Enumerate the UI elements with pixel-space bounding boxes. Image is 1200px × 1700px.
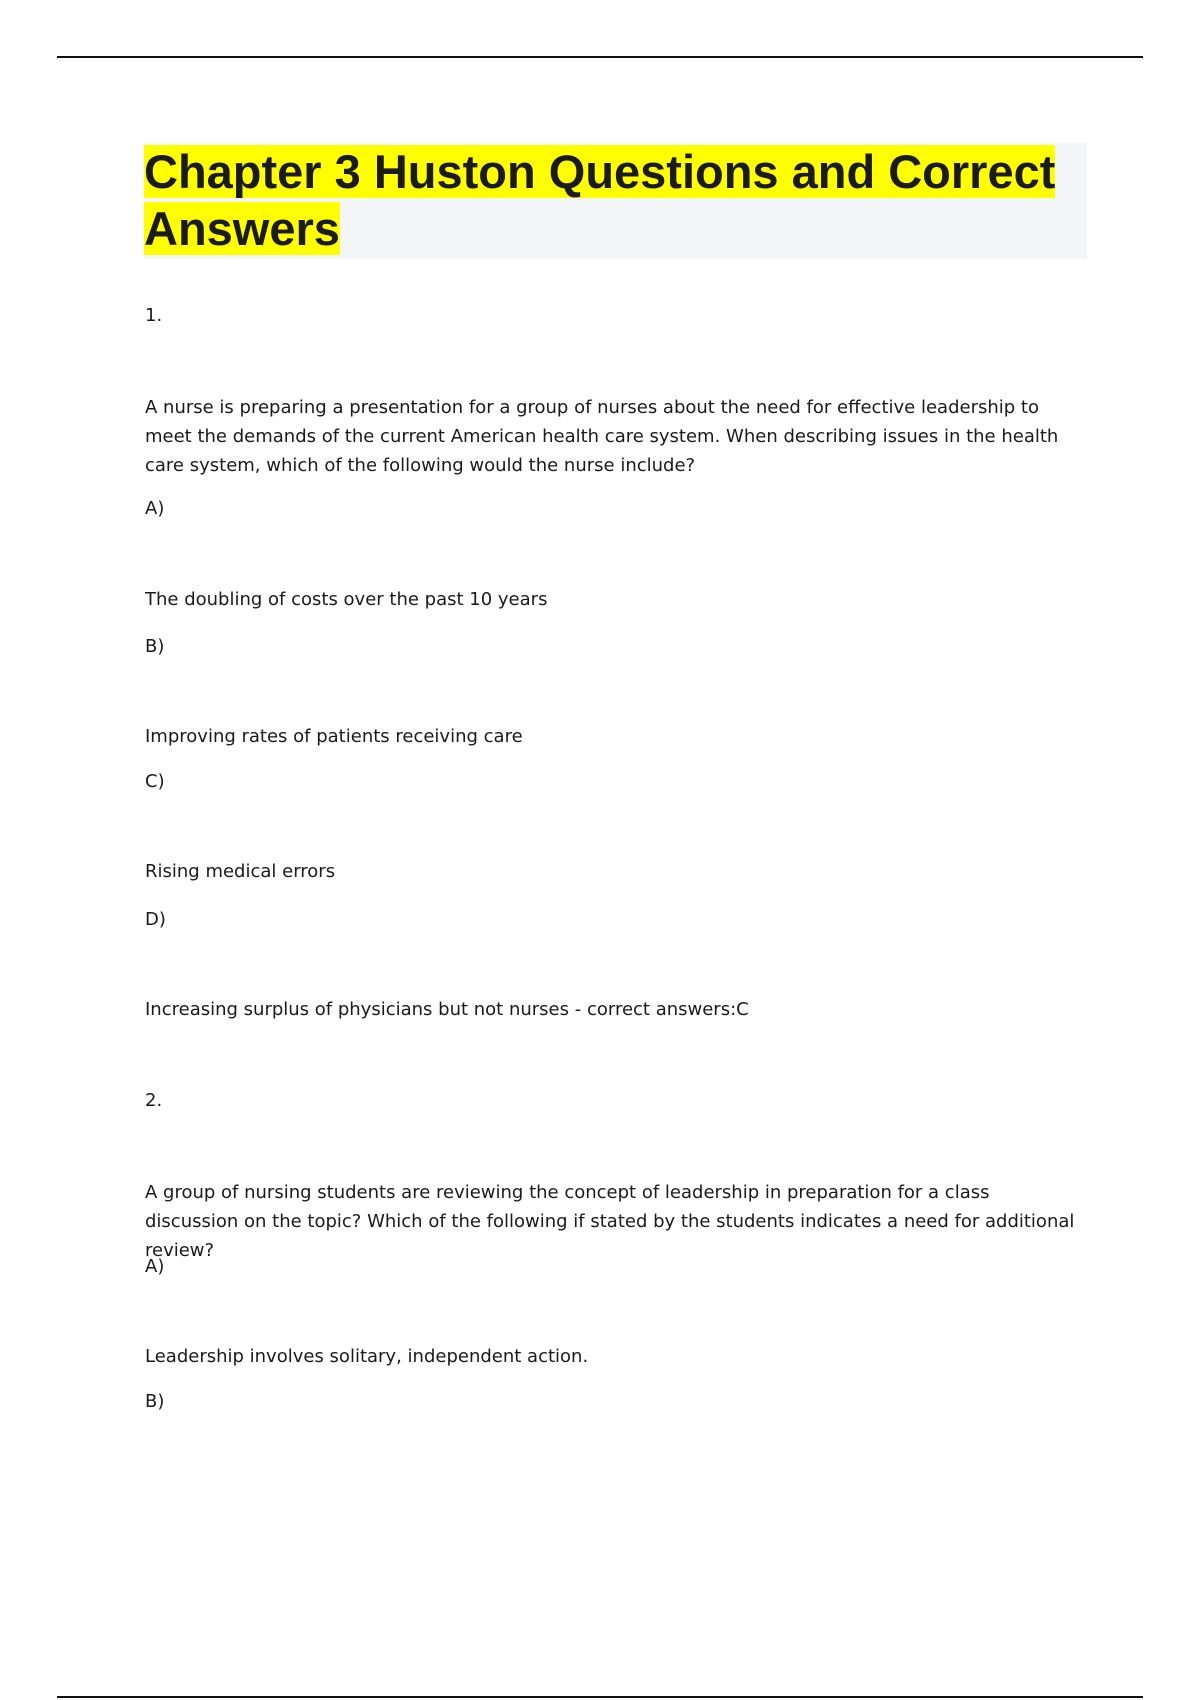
option-text: The doubling of costs over the past 10 years	[145, 589, 548, 610]
option-text: Improving rates of patients receiving care	[145, 726, 523, 747]
question-number: 2.	[145, 1090, 163, 1111]
option-letter: A)	[145, 498, 165, 519]
option-letter: A)	[145, 1256, 165, 1277]
page-title-text: Chapter 3 Huston Questions and Correct Answers	[144, 145, 1056, 255]
page-title	[144, 143, 1087, 257]
option-letter: B)	[145, 1391, 165, 1412]
option-text: Rising medical errors	[145, 861, 336, 882]
title-block	[144, 143, 1087, 259]
option-letter: B)	[145, 636, 165, 657]
option-text: Increasing surplus of physicians but not nurses - correct answers:C	[145, 999, 749, 1020]
question-text: A group of nursing students are reviewing the concept of leadership in preparation for a class discussion on the topic? Which of the following if stated by the students indicates a need for additional review?	[145, 1182, 1075, 1261]
top-rule	[57, 56, 1143, 58]
question-text: A nurse is preparing a presentation for a group of nurses about the need for effective leadership to meet the demands of the current American health care system. When describing issues in the health care system, which of the following would the nurse include?	[145, 397, 1059, 476]
option-letter: D)	[145, 909, 166, 930]
option-letter: C)	[145, 771, 165, 792]
bottom-rule	[57, 1696, 1143, 1698]
option-text: Leadership involves solitary, independent action.	[145, 1346, 589, 1367]
question-number: 1.	[145, 305, 163, 326]
